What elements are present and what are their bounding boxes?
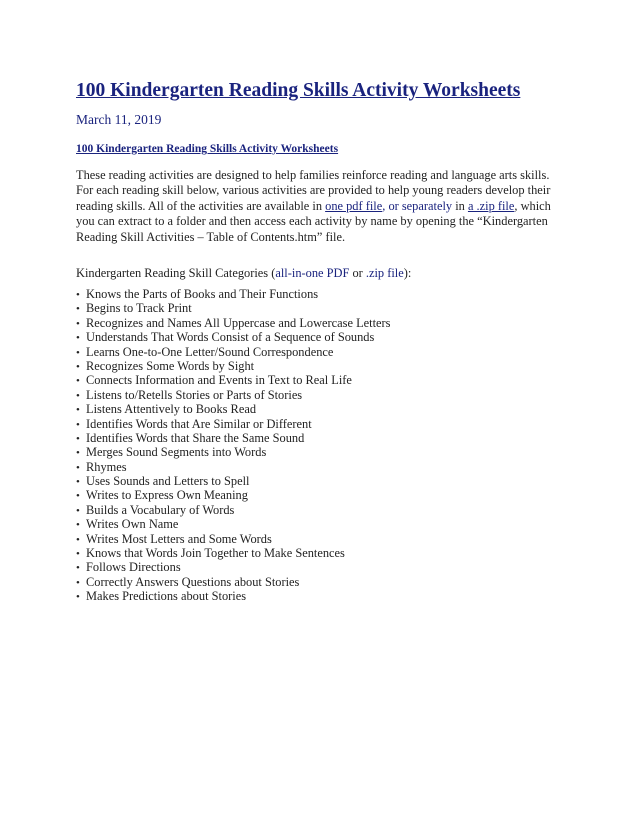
skill-label: Correctly Answers Questions about Stories <box>86 574 300 589</box>
skill-label: Recognizes Some Words by Sight <box>86 358 255 373</box>
list-item <box>76 287 390 301</box>
list-item <box>76 373 390 387</box>
bullet-icon: • <box>76 476 80 489</box>
list-item <box>76 388 390 402</box>
skill-label: Merges Sound Segments into Words <box>86 445 267 460</box>
list-item <box>76 488 390 502</box>
list-item <box>76 345 390 359</box>
skill-label: Writes to Express Own Meaning <box>86 488 248 503</box>
intro-text-1: These reading activities are designed to help families reinforce reading and language arts skills. For each reading skill below, various activities are provided to help young readers develop their reading skills. All of the activities are available in <box>76 168 551 213</box>
post-date: March 11, 2019 <box>76 112 162 127</box>
list-item <box>76 330 390 344</box>
bullet-icon: • <box>76 519 80 532</box>
bullet-icon: • <box>76 404 80 417</box>
skill-label: Makes Predictions about Stories <box>86 589 247 604</box>
list-item <box>76 589 390 603</box>
bullet-icon: • <box>76 548 80 561</box>
bullet-icon: • <box>76 389 80 402</box>
categories-suffix: ): <box>403 266 412 280</box>
skill-label: Knows that Words Join Together to Make Sentences <box>86 546 345 561</box>
list-item <box>76 431 390 445</box>
page-title[interactable]: 100 Kindergarten Reading Skills Activity Worksheets <box>76 80 521 101</box>
skill-label: Recognizes and Names All Uppercase and Lowercase Letters <box>86 315 391 330</box>
skill-label: Learns One-to-One Letter/Sound Correspondence <box>86 344 334 359</box>
skill-list <box>76 287 390 604</box>
list-item <box>76 546 390 560</box>
article-subtitle-link[interactable]: 100 Kindergarten Reading Skills Activity Worksheets <box>76 143 339 155</box>
list-item <box>76 517 390 531</box>
skill-label: Builds a Vocabulary of Words <box>86 502 235 517</box>
list-item <box>76 575 390 589</box>
bullet-icon: • <box>76 346 80 359</box>
separately-text: , or separately <box>382 198 453 213</box>
skill-label: Follows Directions <box>86 560 181 575</box>
list-item <box>76 316 390 330</box>
bullet-icon: • <box>76 562 80 575</box>
skill-label: Begins to Track Print <box>86 301 192 316</box>
intro-text-4: , which you can extract to a folder and then access each activity by name by opening the “Kindergarten Reading Skill Activities – Table of Contents.htm” file. <box>76 198 551 244</box>
all-in-one-pdf-link[interactable]: all-in-one PDF <box>275 266 350 280</box>
skill-label: Uses Sounds and Letters to Spell <box>86 474 250 489</box>
bullet-icon: • <box>76 591 80 604</box>
skill-label: Knows the Parts of Books and Their Functions <box>86 287 319 301</box>
bullet-icon: • <box>76 289 80 301</box>
intro-paragraph <box>76 168 566 245</box>
list-item <box>76 532 390 546</box>
skill-label: Identifies Words that Are Similar or Different <box>86 416 312 431</box>
list-item <box>76 445 390 459</box>
skill-label: Writes Most Letters and Some Words <box>86 531 272 546</box>
zip-file-link[interactable]: a .zip file <box>467 198 515 213</box>
list-item <box>76 402 390 416</box>
list-item <box>76 460 390 474</box>
pdf-file-link[interactable]: one pdf file <box>325 198 383 213</box>
list-item <box>76 301 390 315</box>
categories-or: or <box>349 266 366 280</box>
skill-label: Identifies Words that Share the Same Sound <box>86 430 305 445</box>
bullet-icon: • <box>76 447 80 460</box>
bullet-icon: • <box>76 317 80 330</box>
bullet-icon: • <box>76 504 80 517</box>
bullet-icon: • <box>76 375 80 388</box>
skill-label: Listens Attentively to Books Read <box>86 402 257 417</box>
skill-label: Connects Information and Events in Text to Real Life <box>86 373 352 388</box>
bullet-icon: • <box>76 461 80 474</box>
list-item <box>76 417 390 431</box>
list-item <box>76 359 390 373</box>
list-item <box>76 474 390 488</box>
skill-label: Writes Own Name <box>86 517 179 532</box>
zip-link[interactable]: .zip file <box>365 266 404 280</box>
bullet-icon: • <box>76 418 80 431</box>
bullet-icon: • <box>76 576 80 589</box>
bullet-icon: • <box>76 432 80 445</box>
skill-label: Rhymes <box>86 459 127 474</box>
bullet-icon: • <box>76 303 80 316</box>
skill-label: Understands That Words Consist of a Sequence of Sounds <box>86 330 375 345</box>
list-item <box>76 560 390 574</box>
bullet-icon: • <box>76 332 80 345</box>
intro-text-3: in <box>452 198 468 213</box>
categories-heading <box>76 266 411 281</box>
bullet-icon: • <box>76 490 80 503</box>
bullet-icon: • <box>76 533 80 546</box>
categories-prefix: Kindergarten Reading Skill Categories ( <box>76 266 276 280</box>
skill-label: Listens to/Retells Stories or Parts of Stories <box>86 387 303 402</box>
bullet-icon: • <box>76 360 80 373</box>
list-item <box>76 503 390 517</box>
